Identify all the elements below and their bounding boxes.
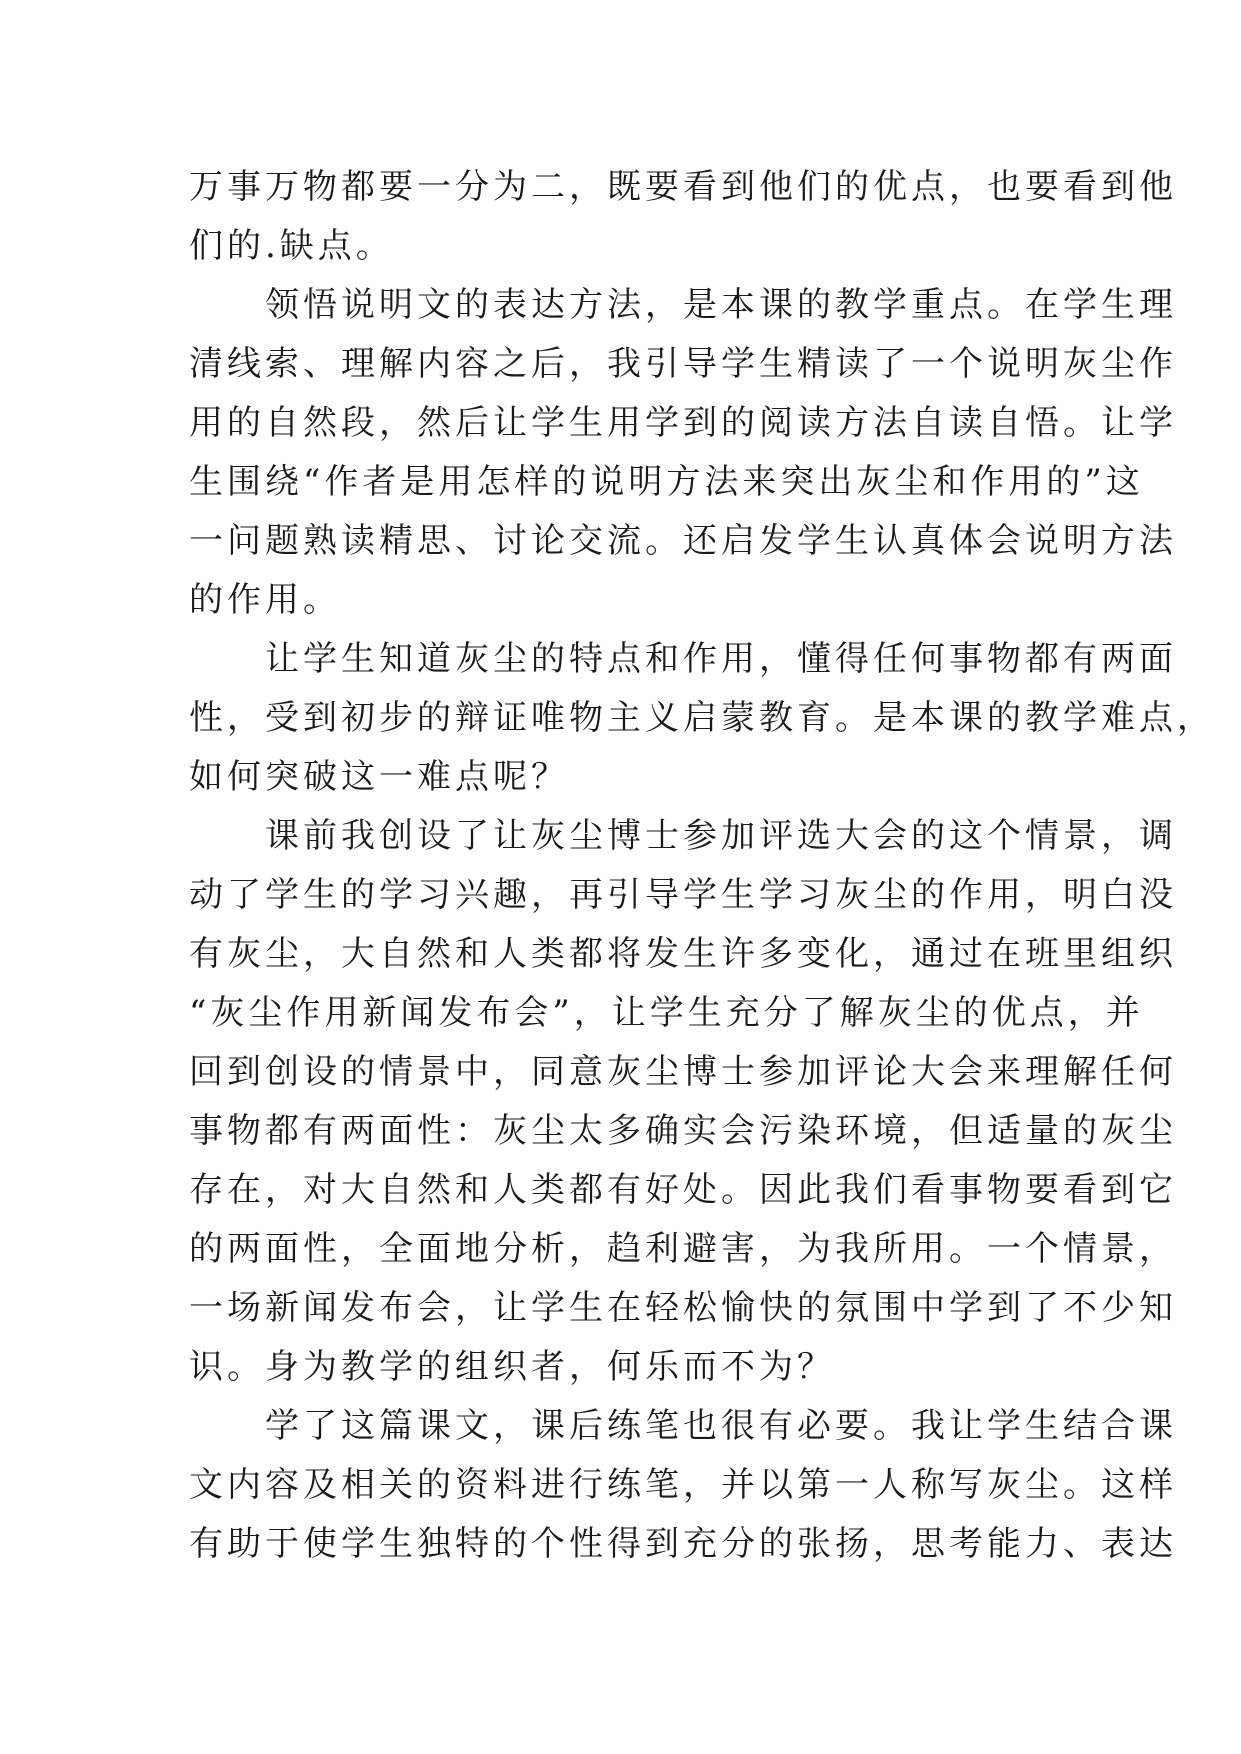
text-line: 一问题熟读精思、讨论交流。还启发学生认真体会说明方法	[189, 521, 1177, 561]
text-line: 回到创设的情景中，同意灰尘博士参加评论大会来理解任何	[189, 1052, 1177, 1092]
paragraph-first-line: 课前我创设了让灰尘博士参加评选大会的这个情景，调	[265, 816, 1177, 856]
text-line: 动了学生的学习兴趣，再引导学生学习灰尘的作用，明白没	[189, 875, 1177, 915]
text-line: 的两面性，全面地分析，趋利避害，为我所用。一个情景，	[189, 1229, 1177, 1269]
text-line: 如何突破这一难点呢？	[189, 757, 569, 797]
text-line: 有助于使学生独特的个性得到充分的张扬，思考能力、表达	[189, 1524, 1177, 1564]
text-line: 一场新闻发布会，让学生在轻松愉快的氛围中学到了不少知	[189, 1288, 1177, 1328]
paragraph-first-line: 让学生知道灰尘的特点和作用，懂得任何事物都有两面	[265, 639, 1177, 679]
body-text	[189, 158, 1215, 1574]
text-line: 生围绕“作者是用怎样的说明方法来突出灰尘和作用的”这	[189, 462, 1144, 502]
text-line: 性，受到初步的辩证唯物主义启蒙教育。是本课的教学难点，	[189, 698, 1215, 738]
text-line: 文内容及相关的资料进行练笔，并以第一人称写灰尘。这样	[189, 1465, 1177, 1505]
text-line: 存在，对大自然和人类都有好处。因此我们看事物要看到它	[189, 1170, 1177, 1210]
paragraph-first-line: 领悟说明文的表达方法，是本课的教学重点。在学生理	[265, 285, 1177, 325]
text-line: 万事万物都要一分为二，既要看到他们的优点，也要看到他	[189, 167, 1177, 207]
paragraph-first-line: 学了这篇课文，课后练笔也很有必要。我让学生结合课	[265, 1406, 1177, 1446]
text-line: 有灰尘，大自然和人类都将发生许多变化，通过在班里组织	[189, 934, 1177, 974]
text-line: 识。身为教学的组织者，何乐而不为？	[189, 1347, 835, 1387]
text-line: 的作用。	[189, 580, 341, 620]
text-line: 事物都有两面性：灰尘太多确实会污染环境，但适量的灰尘	[189, 1111, 1177, 1151]
text-line: 用的自然段，然后让学生用学到的阅读方法自读自悟。让学	[189, 403, 1177, 443]
text-line: 们的.缺点。	[189, 226, 394, 266]
text-line: 清线索、理解内容之后，我引导学生精读了一个说明灰尘作	[189, 344, 1177, 384]
text-line: “灰尘作用新闻发布会”，让学生充分了解灰尘的优点，并	[189, 993, 1144, 1033]
